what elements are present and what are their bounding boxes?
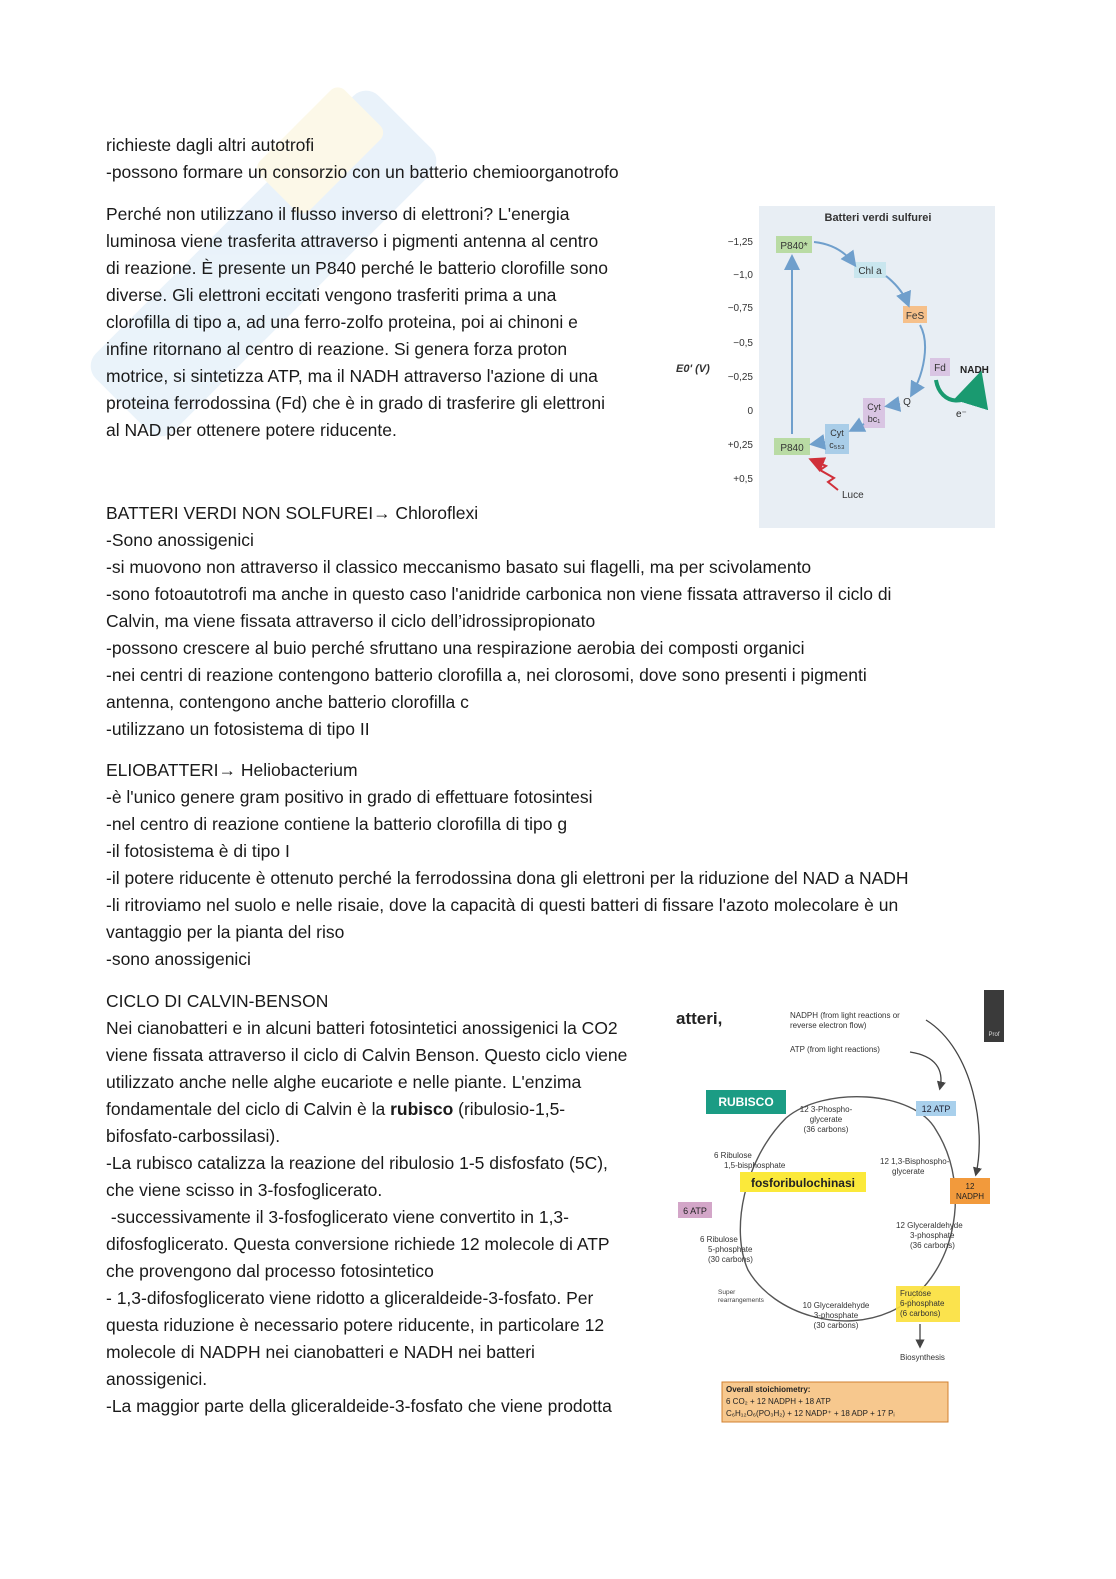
text-line: infine ritornano al centro di reazione. Si genera forza proton <box>106 339 568 359</box>
nadph12-label: 12 <box>965 1182 975 1191</box>
text-line: difosfoglicerato. Questa conversione richiede 12 molecole di ATP <box>106 1234 610 1254</box>
text-line: di reazione. È presente un P840 perché le batterio clorofille sono <box>106 258 608 278</box>
prk-label: fosforibulochinasi <box>750 1176 856 1190</box>
cyt-c553-label: c₅₅₃ <box>829 440 845 450</box>
text-line: che provengono dal processo fotosintetico <box>106 1261 434 1281</box>
g3p12-label: 12 Glyceraldehyde <box>896 1221 963 1230</box>
green-nonsulfur-section <box>106 500 891 743</box>
super-label: Super <box>718 1289 736 1296</box>
text-line: -nei centri di reazione contengono batterio clorofilla a, nei clorosomi, dove sono presenti i pigmenti <box>106 665 867 685</box>
super-label: rearrangements <box>718 1297 764 1304</box>
tick-label: −0,5 <box>733 338 753 349</box>
stoichiometry-line: 6 CO₂ + 12 NADPH + 18 ATP <box>726 1397 831 1406</box>
text-line: -possono formare un consorzio con un batterio chemioorganotrofo <box>106 162 619 182</box>
pga-label: 12 3-Phospho- <box>799 1105 853 1114</box>
text-line: proteina ferrodossina (Fd) che è in grado di trasferire gli elettroni <box>106 393 605 413</box>
text-line: viene fissata attraverso il ciclo di Calvin Benson. Questo ciclo viene <box>106 1045 628 1065</box>
text-line: luminosa viene trasferita attraverso i pigmenti antenna al centro <box>106 231 599 251</box>
ru5p-label: 6 Ribulose <box>700 1235 738 1244</box>
text-line: che viene scisso in 3-fosfoglicerato. <box>106 1180 383 1200</box>
text-line: -possono crescere al buio perché sfruttano una respirazione aerobia dei composti organici <box>106 638 805 658</box>
ru5p-label: (30 carbons) <box>708 1255 753 1264</box>
text-line: -La rubisco catalizza la reazione del ribulosio 1-5 disfosfato (5C), <box>106 1153 608 1173</box>
text-fragment: fondamentale del ciclo di Calvin è la <box>106 1099 391 1119</box>
rubp-label: 1,5-bisphosphate <box>724 1161 786 1170</box>
text-line: -Sono anossigenici <box>106 530 254 550</box>
chla-label: Chl a <box>858 266 882 277</box>
text-line: motrice, si sintetizza ATP, ma il NADH attraverso l'azione di una <box>106 366 598 386</box>
tick-label: −0,75 <box>727 303 753 314</box>
rubp-label: 6 Ribulose <box>714 1151 752 1160</box>
p840-excited-label: P840* <box>780 241 808 252</box>
rubisco-bold: rubisco <box>390 1099 454 1119</box>
text-line: -il fotosistema è di tipo I <box>106 841 290 861</box>
prof-label: Prof <box>988 1032 1000 1038</box>
atp6-label: 6 ATP <box>683 1206 707 1216</box>
quinone-label: Q <box>903 397 911 408</box>
text-line: anossigenici. <box>106 1369 208 1389</box>
tick-label: −1,25 <box>727 237 753 248</box>
pga-label: glycerate <box>809 1115 843 1124</box>
section-heading: ELIOBATTERI→ Heliobacterium <box>106 760 358 780</box>
g3p12-label: (36 carbons) <box>910 1241 955 1250</box>
f6p-label: (6 carbons) <box>900 1309 941 1318</box>
nadh-label: NADH <box>960 365 989 376</box>
figure-title: Batteri verdi sulfurei <box>824 212 932 224</box>
g3p10-label: 10 Glyceraldehyde <box>802 1301 870 1310</box>
tick-label: +0,5 <box>733 474 753 485</box>
text-line: - 1,3-difosfoglicerato viene ridotto a gliceraldeide-3-fosfato. Per <box>106 1288 594 1308</box>
text-line: -utilizzano un fotosistema di tipo II <box>106 719 370 739</box>
green-sulfur-electron-diagram <box>668 198 1000 532</box>
calvin-section <box>106 988 627 1420</box>
section-heading: BATTERI VERDI NON SOLFUREI→ Chloroflexi <box>106 503 479 523</box>
ru5p-label: 5-phosphate <box>708 1245 753 1254</box>
nadph12-label: NADPH <box>955 1192 985 1201</box>
text-line: questa riduzione è necessario potere riducente, in particolare 12 <box>106 1315 605 1335</box>
tick-label: −0,25 <box>727 372 753 383</box>
axis-label: E0' (V) <box>676 363 710 375</box>
text-line: Calvin, ma viene fissata attraverso il ciclo dell’idrossipropionato <box>106 611 596 631</box>
text-line: clorofilla di tipo a, ad una ferro-zolfo proteina, poi ai chinoni e <box>106 312 578 332</box>
text-line: -successivamente il 3-fosfoglicerato viene convertito in 1,3- <box>106 1207 569 1227</box>
text-line: al NAD per ottenere potere riducente. <box>106 420 397 440</box>
cyt-bc1-label: Cyt <box>867 402 881 412</box>
text-fragment: (ribulosio-1,5- <box>453 1099 566 1119</box>
text-line: antenna, contengono anche batterio clorofilla c <box>106 692 469 712</box>
tick-label: +0,25 <box>727 440 753 451</box>
stoichiometry-title: Overall stoichiometry: <box>726 1385 811 1394</box>
light-label: Luce <box>842 490 864 501</box>
text-line: molecole di NADPH nei cianobatteri e NADH nei batteri <box>106 1342 535 1362</box>
pga-label: (36 carbons) <box>803 1125 849 1134</box>
biosynthesis-label: Biosynthesis <box>900 1353 945 1362</box>
stoichiometry-line: C₆H₁₂O₆(PO₃H₂) + 12 NADP⁺ + 18 ADP + 17 Pᵢ <box>726 1409 895 1418</box>
text-line: richieste dagli altri autotrofi <box>106 135 315 155</box>
cyt-c553-label: Cyt <box>830 428 844 438</box>
text-line: -si muovono non attraverso il classico meccanismo basato sui flagelli, ma per scivolamento <box>106 557 812 577</box>
text-line: utilizzato anche nelle alghe eucariote e nelle piante. L'enzima <box>106 1072 582 1092</box>
g3p10-label: 3-phosphate <box>813 1311 859 1320</box>
heliobacteria-section <box>106 757 909 973</box>
tick-label: −1,0 <box>733 270 753 281</box>
text-line: Perché non utilizzano il flusso inverso di elettroni? L'energia <box>106 204 570 224</box>
f6p-label: Fructose <box>900 1289 932 1298</box>
intro-paragraph <box>106 132 619 186</box>
f6p-label: 6-phosphate <box>900 1299 945 1308</box>
cyt-bc1-label: bc₁ <box>867 414 881 424</box>
nadph-note: NADPH (from light reactions or <box>790 1011 900 1020</box>
text-line: -nel centro di reazione contiene la batterio clorofilla di tipo g <box>106 814 568 834</box>
text-line: -il potere riducente è ottenuto perché la ferrodossina dona gli elettroni per la riduzione del NAD a NADH <box>106 868 909 888</box>
electron-label: e⁻ <box>956 409 967 420</box>
g3p12-label: 3-phosphate <box>910 1231 955 1240</box>
text-line: Nei cianobatteri e in alcuni batteri fotosintetici anossigenici la CO2 <box>106 1018 618 1038</box>
section-heading: CICLO DI CALVIN-BENSON <box>106 991 329 1011</box>
g3p10-label: (30 carbons) <box>813 1321 859 1330</box>
calvin-cycle-diagram <box>674 990 1006 1438</box>
text-line: vantaggio per la pianta del riso <box>106 922 345 942</box>
atp12-label: 12 ATP <box>921 1104 951 1114</box>
rubisco-label: RUBISCO <box>718 1095 774 1109</box>
text-line: -è l'unico genere gram positivo in grado di effettuare fotosintesi <box>106 787 593 807</box>
text-line: bifosfato-carbossilasi). <box>106 1126 281 1146</box>
text-line: -sono fotoautotrofi ma anche in questo caso l'anidride carbonica non viene fissata attraverso il ciclo di <box>106 584 892 604</box>
text-line: -La maggior parte della gliceraldeide-3-fosfato che viene prodotta <box>106 1396 612 1416</box>
p840-label: P840 <box>780 443 804 454</box>
bpg-label: 12 1,3-Bisphospho- <box>880 1157 950 1166</box>
fes-label: FeS <box>905 311 925 322</box>
green-sulfur-paragraph <box>106 201 608 444</box>
fd-label: Fd <box>934 363 946 374</box>
tick-label: 0 <box>747 406 753 417</box>
atp-note: ATP (from light reactions) <box>790 1045 880 1054</box>
text-line: diverse. Gli elettroni eccitati vengono trasferiti prima a una <box>106 285 557 305</box>
bpg-label: glycerate <box>892 1167 925 1176</box>
nadph-note: reverse electron flow) <box>790 1021 867 1030</box>
text-line: -sono anossigenici <box>106 949 251 969</box>
text-line <box>106 1096 627 1123</box>
text-line: -li ritroviamo nel suolo e nelle risaie, dove la capacità di questi batteri di fissare l'azoto molecolare è un <box>106 895 899 915</box>
corner-text: atteri, <box>676 1009 723 1028</box>
